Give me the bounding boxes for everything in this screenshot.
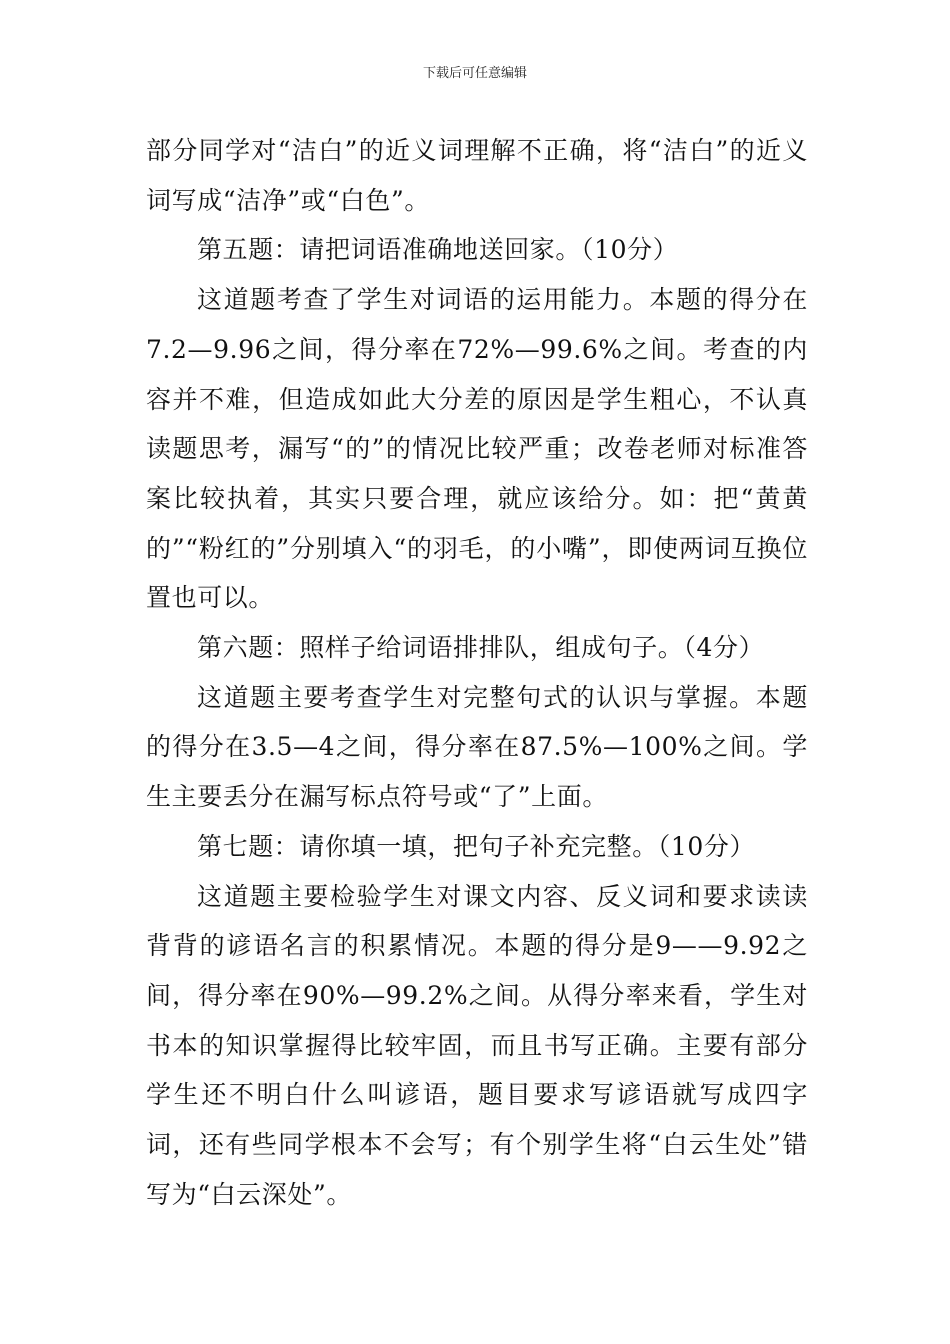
paragraph-continuation: 部分同学对“洁白”的近义词理解不正确，将“洁白”的近义词写成“洁净”或“白色”。 xyxy=(146,136,808,215)
question-seven-heading: 第七题：请你填一填，把句子补充完整。（10分） xyxy=(197,831,756,861)
document-body xyxy=(146,126,808,1219)
question-six-heading: 第六题：照样子给词语排排队，组成句子。（4分） xyxy=(197,633,765,663)
question-five-heading: 第五题：请把词语准确地送回家。（10分） xyxy=(197,235,679,265)
page-header: 下载后可任意编辑 xyxy=(422,66,527,81)
question-seven-analysis: 这道题主要检验学生对课文内容、反义词和要求读读背背的谚语名言的积累情况。本题的得分是9——9.92之间，得分率在90%—99.2%之间。从得分率来看，学生对书本的知识掌握得比较牢固，而且书写正确。主要有部分学生还不明白什么叫谚语，题目要求写谚语就写成四字词，还有些同学根本不会写；有个别学生将“白云生处”错写为“白云深处”。 xyxy=(146,881,808,1209)
question-six-analysis: 这道题主要考查学生对完整句式的认识与掌握。本题的得分在3.5—4之间，得分率在87.5%—100%之间。学生主要丢分在漏写标点符号或“了”上面。 xyxy=(146,682,808,812)
question-five-analysis: 这道题考查了学生对词语的运用能力。本题的得分在7.2—9.96之间，得分率在72%—99.6%之间。考查的内容并不难，但造成如此大分差的原因是学生粗心，不认真读题思考，漏写“的”的情况比较严重；改卷老师对标准答案比较执着，其实只要合理，就应该给分。如：把“黄黄的”“粉红的”分别填入“的羽毛，的小嘴”，即使两词互换位置也可以。 xyxy=(146,285,808,613)
